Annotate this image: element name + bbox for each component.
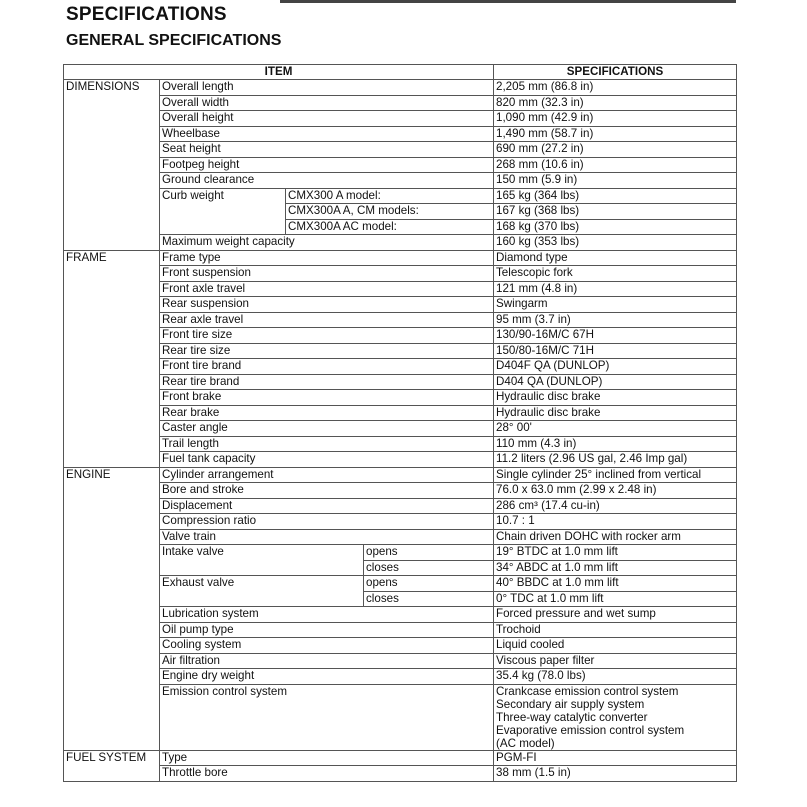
item-sublabel: CMX300 A model: (286, 188, 494, 204)
table-row (64, 343, 737, 359)
spec-value: 2,205 mm (86.8 in) (494, 80, 737, 96)
table-row (64, 669, 737, 685)
spec-value: Trochoid (494, 622, 737, 638)
item-label: Trail length (160, 436, 494, 452)
spec-value: Swingarm (494, 297, 737, 313)
table-row (64, 576, 737, 592)
item-label: Front brake (160, 390, 494, 406)
table-row (64, 483, 737, 499)
item-label: Front tire brand (160, 359, 494, 375)
table-header-row (64, 65, 737, 80)
table-row (64, 95, 737, 111)
item-sublabel: CMX300A AC model: (286, 219, 494, 235)
table-row (64, 766, 737, 782)
page-title: SPECIFICATIONS (66, 4, 227, 25)
item-label: Throttle bore (160, 766, 494, 782)
table-row (64, 80, 737, 96)
item-label: Overall height (160, 111, 494, 127)
table-row (64, 235, 737, 251)
table-row (64, 750, 737, 766)
item-label: Wheelbase (160, 126, 494, 142)
general-specifications-table (63, 64, 737, 782)
spec-value: 34° ABDC at 1.0 mm lift (494, 560, 737, 576)
table-row (64, 684, 737, 750)
spec-value: D404F QA (DUNLOP) (494, 359, 737, 375)
item-label: Maximum weight capacity (160, 235, 494, 251)
table-row (64, 359, 737, 375)
item-label: Fuel tank capacity (160, 452, 494, 468)
item-label: Rear suspension (160, 297, 494, 313)
spec-value: 121 mm (4.8 in) (494, 281, 737, 297)
spec-value: Single cylinder 25° inclined from vertical (494, 467, 737, 483)
table-row (64, 452, 737, 468)
item-sublabel: closes (364, 560, 494, 576)
spec-value: 690 mm (27.2 in) (494, 142, 737, 158)
table-row (64, 421, 737, 437)
table-row (64, 374, 737, 390)
spec-line: (AC model) (496, 736, 555, 750)
spec-value: 130/90-16M/C 67H (494, 328, 737, 344)
table-row (64, 312, 737, 328)
spec-value: 19° BTDC at 1.0 mm lift (494, 545, 737, 561)
spec-value: Forced pressure and wet sump (494, 607, 737, 623)
item-label: Oil pump type (160, 622, 494, 638)
spec-value: 150 mm (5.9 in) (494, 173, 737, 189)
spec-value: 11.2 liters (2.96 US gal, 2.46 Imp gal) (494, 452, 737, 468)
spec-value: 167 kg (368 lbs) (494, 204, 737, 220)
spec-value: Chain driven DOHC with rocker arm (494, 529, 737, 545)
spec-value: 1,090 mm (42.9 in) (494, 111, 737, 127)
item-label: Seat height (160, 142, 494, 158)
item-label: Air filtration (160, 653, 494, 669)
item-label: Valve train (160, 529, 494, 545)
table-row (64, 467, 737, 483)
spec-line: Crankcase emission control system (496, 684, 679, 698)
table-row (64, 436, 737, 452)
section-label: DIMENSIONS (64, 80, 160, 251)
item-label: Overall width (160, 95, 494, 111)
spec-value-multiline (494, 684, 737, 750)
item-label: Engine dry weight (160, 669, 494, 685)
item-label: Cylinder arrangement (160, 467, 494, 483)
table-row (64, 126, 737, 142)
page-subtitle: GENERAL SPECIFICATIONS (66, 32, 282, 49)
spec-value: 165 kg (364 lbs) (494, 188, 737, 204)
item-sublabel: opens (364, 576, 494, 592)
spec-line: Secondary air supply system (496, 697, 645, 711)
item-label: Front tire size (160, 328, 494, 344)
item-label: Frame type (160, 250, 494, 266)
table-row (64, 529, 737, 545)
item-label: Curb weight (160, 188, 286, 235)
header-item: ITEM (64, 65, 494, 80)
table-row (64, 653, 737, 669)
table-row (64, 281, 737, 297)
table-row (64, 266, 737, 282)
spec-value: Liquid cooled (494, 638, 737, 654)
spec-value: 168 kg (370 lbs) (494, 219, 737, 235)
spec-value: Hydraulic disc brake (494, 405, 737, 421)
item-label: Bore and stroke (160, 483, 494, 499)
spec-value: 10.7 : 1 (494, 514, 737, 530)
spec-value: PGM-FI (494, 750, 737, 766)
spec-value: 35.4 kg (78.0 lbs) (494, 669, 737, 685)
spec-value: Diamond type (494, 250, 737, 266)
section-label: FUEL SYSTEM (64, 750, 160, 781)
spec-value: Telescopic fork (494, 266, 737, 282)
table-row (64, 157, 737, 173)
spec-value: 28° 00' (494, 421, 737, 437)
table-row (64, 514, 737, 530)
item-label: Caster angle (160, 421, 494, 437)
section-label: ENGINE (64, 467, 160, 750)
table-row (64, 142, 737, 158)
spec-value: 40° BBDC at 1.0 mm lift (494, 576, 737, 592)
item-label: Front suspension (160, 266, 494, 282)
item-label: Footpeg height (160, 157, 494, 173)
item-label: Front axle travel (160, 281, 494, 297)
spec-value: 0° TDC at 1.0 mm lift (494, 591, 737, 607)
header-specifications: SPECIFICATIONS (494, 65, 737, 80)
item-label: Ground clearance (160, 173, 494, 189)
spec-line: Evaporative emission control system (496, 723, 685, 737)
table-row (64, 390, 737, 406)
item-label: Emission control system (160, 684, 494, 750)
spec-value: 286 cm³ (17.4 cu-in) (494, 498, 737, 514)
item-label: Rear brake (160, 405, 494, 421)
item-label: Rear axle travel (160, 312, 494, 328)
spec-value: D404 QA (DUNLOP) (494, 374, 737, 390)
table-row (64, 607, 737, 623)
spec-value: 95 mm (3.7 in) (494, 312, 737, 328)
table-row (64, 498, 737, 514)
item-label: Compression ratio (160, 514, 494, 530)
spec-value: 1,490 mm (58.7 in) (494, 126, 737, 142)
item-sublabel: CMX300A A, CM models: (286, 204, 494, 220)
table-row (64, 328, 737, 344)
item-label: Type (160, 750, 494, 766)
item-label: Rear tire brand (160, 374, 494, 390)
table-row (64, 111, 737, 127)
item-label: Cooling system (160, 638, 494, 654)
table-row (64, 545, 737, 561)
item-label: Intake valve (160, 545, 364, 576)
table-row (64, 405, 737, 421)
item-label: Rear tire size (160, 343, 494, 359)
top-rule (280, 0, 736, 3)
table-row (64, 622, 737, 638)
table-row (64, 188, 737, 204)
spec-line: Three-way catalytic converter (496, 710, 648, 724)
item-label: Exhaust valve (160, 576, 364, 607)
spec-value: 110 mm (4.3 in) (494, 436, 737, 452)
spec-value: 268 mm (10.6 in) (494, 157, 737, 173)
item-sublabel: opens (364, 545, 494, 561)
item-label: Displacement (160, 498, 494, 514)
spec-value: Viscous paper filter (494, 653, 737, 669)
spec-value: 820 mm (32.3 in) (494, 95, 737, 111)
section-label: FRAME (64, 250, 160, 467)
spec-value: 38 mm (1.5 in) (494, 766, 737, 782)
table-row (64, 297, 737, 313)
spec-value: Hydraulic disc brake (494, 390, 737, 406)
spec-value: 150/80-16M/C 71H (494, 343, 737, 359)
table-row (64, 638, 737, 654)
table-row (64, 250, 737, 266)
item-sublabel: closes (364, 591, 494, 607)
spec-value: 76.0 x 63.0 mm (2.99 x 2.48 in) (494, 483, 737, 499)
table-row (64, 173, 737, 189)
item-label: Lubrication system (160, 607, 494, 623)
spec-value: 160 kg (353 lbs) (494, 235, 737, 251)
item-label: Overall length (160, 80, 494, 96)
